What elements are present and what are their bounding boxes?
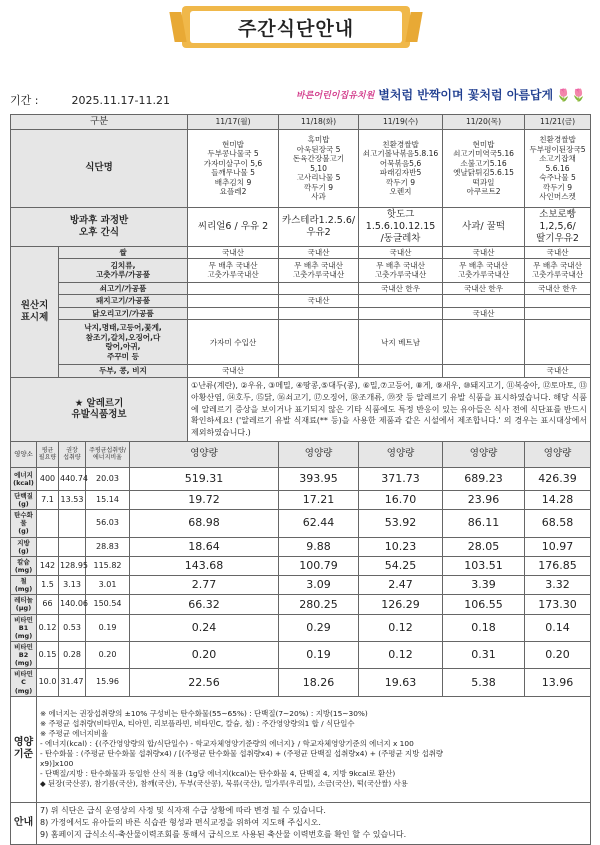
header-day: 11/17(월) — [188, 115, 279, 130]
snack-cell: 카스테라1.2.5.6/ 우유2 — [279, 207, 359, 246]
origin-cell: 국내산 한우 — [443, 282, 525, 294]
nutrient-value: 0.12 — [359, 641, 443, 668]
origin-cell: 낙지 베트남 — [359, 320, 443, 365]
standard-line: ※ 주평균 섭취량(비타민A, 티아민, 리보플라빈, 비타민C, 칼슘, 철) : 주간영양량의1 합 / 식단일수 — [40, 719, 355, 729]
nutrient-value: 10.23 — [359, 537, 443, 556]
origin-label: 원산지 표시제 — [11, 246, 59, 377]
nutrition-row — [11, 537, 591, 556]
nutrition-header: 권장 섭취량 — [59, 441, 86, 467]
nutrient-value: 0.18 — [443, 614, 525, 641]
nutrient-value: 68.58 — [525, 510, 591, 537]
nutrient-avg: 1.5 — [37, 576, 59, 595]
origin-row — [11, 258, 591, 282]
origin-cell: 무 배추 국내산 고춧가루국내산 — [279, 258, 359, 282]
nutrition-header: 영양량 — [359, 441, 443, 467]
menu-cell: 흑미밥 아욱된장국 5 돈육간장불고기 5,10 고사리나물 5 깍두기 9 사과 — [279, 129, 359, 207]
origin-cell — [188, 307, 279, 319]
nutrient-value: 0.12 — [359, 614, 443, 641]
nutrient-rec — [59, 510, 86, 537]
nutrient-value: 54.25 — [359, 556, 443, 575]
nutrient-avg: 0.15 — [37, 641, 59, 668]
nutrition-row — [11, 641, 591, 668]
nutrition-row — [11, 669, 591, 696]
nutrient-value: 9.88 — [279, 537, 359, 556]
nutrient-rec: 31.47 — [59, 669, 86, 696]
origin-cell — [359, 365, 443, 377]
standard-line: - 탄수화물 : (주평균 탄수화물 섭취량x4) / [(주평균 탄수화물 섭취량x4) + (주평균 단백질 섭취량x4) + (주평균 지방 섭취량 — [40, 749, 443, 759]
origin-cell: 국내산 — [443, 246, 525, 258]
origin-cell: 가자미 수입산 — [188, 320, 279, 365]
origin-item-label: 두부, 콩, 비지 — [59, 365, 188, 377]
menu-label: 식단명 — [11, 129, 188, 207]
nutrient-rec — [59, 537, 86, 556]
menu-cell: 친환경쌀밥 쇠고기볼낙볶음5.8.16 어묵볶음5,6 파래김자반5 깍두기 9 오렌지 — [359, 129, 443, 207]
nutrient-value: 103.51 — [443, 556, 525, 575]
snack-row — [11, 207, 591, 246]
nutrient-value: 16.70 — [359, 490, 443, 509]
nutrient-value: 0.20 — [130, 641, 279, 668]
nutrient-value: 62.44 — [279, 510, 359, 537]
nutrition-header: 영양량 — [130, 441, 279, 467]
nutrient-name: 철(mg) — [11, 576, 37, 595]
origin-item-label: 김치류, 고춧가루/가공품 — [59, 258, 188, 282]
nutrition-row — [11, 614, 591, 641]
nutrient-week: 56.03 — [86, 510, 130, 537]
nutrient-rec: 0.28 — [59, 641, 86, 668]
standard-line: ※ 에너지는 권장섭취량의 ±10% 구성비는 탄수화물(55~65%) : 단백질(7~20%) : 지방(15~30%) — [40, 709, 368, 719]
origin-cell: 국내산 — [188, 365, 279, 377]
guide-line: 9) 홈페이지 급식소식-축산물이력조회를 통해서 급식으로 사용된 축산물 이력번호를 확인 할 수 있습니다. — [40, 830, 407, 840]
nutrition-header: 영양량 — [525, 441, 591, 467]
origin-item-label: 쌀 — [59, 246, 188, 258]
origin-row — [11, 365, 591, 377]
nutrition-header: 평균 필요량 — [37, 441, 59, 467]
origin-cell: 국내산 — [279, 246, 359, 258]
nutrient-rec: 128.95 — [59, 556, 86, 575]
origin-item-label: 쇠고기/가공품 — [59, 282, 188, 294]
origin-cell: 국내산 — [359, 246, 443, 258]
origin-cell: 국내산 한우 — [525, 282, 591, 294]
nutrient-value: 3.32 — [525, 576, 591, 595]
origin-row — [11, 246, 591, 258]
allergy-text: ①난류(계란), ②우유, ③메밀, ④땅콩,⑤대두(콩), ⑥밀,⑦고등어, ⑧게, ⑨새우, ⑩돼지고기, ⑪복숭아, ⑫토마토, ⑬아황산염, ⑭호두, ⑮닭, ⑯쇠고기, ⑰오징어, ⑱조개류, ⑲잣 등 알레르기 유발 식품을 표시하였습니다. 해당 식품에 알레르기 증상을 보이거나 표기되지 않은 기타 식품에도 특정 반응이 있는 유아들은 식사 전에 식단표를 반드시 확인하세요! ('알레르기 유발 식재료(** 등)을 사용한 제품과 같은 시설에서 제조합니다.' 의 경우는 표시대상에서 제외하였습니다.) — [188, 377, 591, 441]
nutrient-rec: 3.13 — [59, 576, 86, 595]
origin-cell — [359, 307, 443, 319]
origin-cell — [525, 307, 591, 319]
nutrient-value: 0.14 — [525, 614, 591, 641]
origin-cell: 무 배추 국내산 고춧가루국내산 — [443, 258, 525, 282]
nutrient-week: 15.96 — [86, 669, 130, 696]
brand — [296, 86, 586, 103]
header-day: 11/21(금) — [525, 115, 591, 130]
page-title: 주간식단안내 — [190, 11, 402, 43]
nutrient-week: 15.14 — [86, 490, 130, 509]
nutrient-week: 0.20 — [86, 641, 130, 668]
nutrient-value: 371.73 — [359, 467, 443, 490]
origin-cell — [279, 282, 359, 294]
header-day: 11/19(수) — [359, 115, 443, 130]
origin-cell — [443, 320, 525, 365]
origin-item-label: 닭오리고기/가공품 — [59, 307, 188, 319]
origin-item-label: 낙지,명태,고등어,꽃게, 참조기,갈치,오징어,다 랑어,아귀, 주꾸미 등 — [59, 320, 188, 365]
nutrient-value: 519.31 — [130, 467, 279, 490]
nutrient-value: 22.56 — [130, 669, 279, 696]
menu-cell: 친환경쌀밥 두부평이된장국5 소고기잡채 5.6.16 숙주나물 5 깍두기 9 사인머스켓 — [525, 129, 591, 207]
nutrient-name: 지방(g) — [11, 537, 37, 556]
origin-cell: 국내산 — [188, 246, 279, 258]
period — [10, 92, 170, 108]
title-banner — [182, 6, 410, 48]
nutrient-value: 66.32 — [130, 595, 279, 614]
nutrient-week: 3.01 — [86, 576, 130, 595]
nutrient-value: 176.85 — [525, 556, 591, 575]
nutrient-value: 100.79 — [279, 556, 359, 575]
origin-row — [11, 307, 591, 319]
nutrient-value: 28.05 — [443, 537, 525, 556]
allergy-label: ★ 알레르기 유발식품정보 — [11, 377, 188, 441]
nutrient-value: 2.47 — [359, 576, 443, 595]
standard-label: 영양 기준 — [11, 696, 37, 802]
origin-cell — [443, 365, 525, 377]
nutrient-value: 13.96 — [525, 669, 591, 696]
origin-cell: 국내산 — [525, 365, 591, 377]
origin-cell: 국내산 — [279, 295, 359, 307]
standard-line: - 에너지(kcal) : {(주간영양량의 합/식단일수) - 학교자체영양기준량의 에너지} / 학교자체영양기준의 에너지 x 100 — [40, 739, 414, 749]
nutrient-value: 0.19 — [279, 641, 359, 668]
origin-cell: 국내산 — [525, 246, 591, 258]
nutrient-value: 19.72 — [130, 490, 279, 509]
nutrition-row — [11, 595, 591, 614]
nutrient-week: 20.03 — [86, 467, 130, 490]
origin-cell: 무 배추 국내산 고춧가루국내산 — [359, 258, 443, 282]
nutrient-avg: 142 — [37, 556, 59, 575]
nutrient-name: 단백질(g) — [11, 490, 37, 509]
period-value: 2025.11.17-11.21 — [71, 94, 170, 107]
nutrient-value: 14.28 — [525, 490, 591, 509]
nutrient-rec: 0.53 — [59, 614, 86, 641]
nutrient-value: 3.09 — [279, 576, 359, 595]
origin-cell — [279, 320, 359, 365]
guide-line: 8) 가정에서도 유아들의 바른 식습관 형성과 편식교정을 위하여 지도해 주십시오. — [40, 818, 321, 828]
nutrient-week: 0.19 — [86, 614, 130, 641]
nutrition-header: 주평균섭취량/ 에너지비율 — [86, 441, 130, 467]
nutrient-name: 비타민C (mg) — [11, 669, 37, 696]
origin-cell: 무 배추 국내산 고춧가루국내산 — [525, 258, 591, 282]
nutrient-value: 426.39 — [525, 467, 591, 490]
nutrient-name: 비타민B1 (mg) — [11, 614, 37, 641]
origin-cell — [279, 365, 359, 377]
nutrient-value: 18.64 — [130, 537, 279, 556]
origin-row — [11, 282, 591, 294]
origin-item-label: 돼지고기/가공품 — [59, 295, 188, 307]
nutrient-value: 86.11 — [443, 510, 525, 537]
origin-cell — [525, 320, 591, 365]
guide-label: 안내 — [11, 802, 37, 844]
nutrient-week: 150.54 — [86, 595, 130, 614]
origin-cell: 국내산 한우 — [359, 282, 443, 294]
standard-line: ◆ 된장(국산콩), 참기름(국산), 참깨(국산), 두부(국산콩), 묵류(국산), 밀가루(우리밀), 소금(국산), 떡(국산쌀) 사용 — [40, 779, 408, 789]
nutrition-header: 영양량 — [279, 441, 359, 467]
nutrition-row — [11, 490, 591, 509]
nutrient-value: 23.96 — [443, 490, 525, 509]
nutrient-avg: 7.1 — [37, 490, 59, 509]
snack-cell: 핫도그1.5.6.10.12.15 /동글레차 — [359, 207, 443, 246]
nutrient-value: 19.63 — [359, 669, 443, 696]
origin-cell — [188, 282, 279, 294]
snack-cell: 소보로빵1,2,5,6/ 딸기우유2 — [525, 207, 591, 246]
nutrition-header-row — [11, 441, 591, 467]
nutrition-row — [11, 510, 591, 537]
origin-cell — [525, 295, 591, 307]
nutrient-rec: 140.06 — [59, 595, 86, 614]
nutrient-name: 비타민B2 (mg) — [11, 641, 37, 668]
nutrient-avg: 10.0 — [37, 669, 59, 696]
header-row — [11, 115, 591, 130]
nutrient-name: 레티놀(μg) — [11, 595, 37, 614]
header-category: 구분 — [11, 115, 188, 130]
nutrient-value: 0.24 — [130, 614, 279, 641]
nutrient-name: 탄수화물 (g) — [11, 510, 37, 537]
menu-row — [11, 129, 591, 207]
guide-text — [37, 802, 591, 844]
nutrient-value: 5.38 — [443, 669, 525, 696]
nutrient-value: 0.31 — [443, 641, 525, 668]
nutrient-value: 143.68 — [130, 556, 279, 575]
nutrient-name: 에너지 (kcal) — [11, 467, 37, 490]
brand-slogan: 별처럼 반짝이며 꽃처럼 아름답게 — [378, 88, 554, 102]
allergy-row — [11, 377, 591, 441]
snack-cell: 씨리얼6 / 우유 2 — [188, 207, 279, 246]
nutrient-name: 칼슘(mg) — [11, 556, 37, 575]
snack-cell: 사과/ 꿀떡 — [443, 207, 525, 246]
nutrient-rec: 13.53 — [59, 490, 86, 509]
nutrient-week: 115.82 — [86, 556, 130, 575]
nutrition-row — [11, 556, 591, 575]
origin-cell — [359, 295, 443, 307]
header-day: 11/20(목) — [443, 115, 525, 130]
header-day: 11/18(화) — [279, 115, 359, 130]
nutrient-avg: 400 — [37, 467, 59, 490]
origin-cell — [443, 295, 525, 307]
nutrition-header: 영양량 — [443, 441, 525, 467]
nutrient-value: 2.77 — [130, 576, 279, 595]
nutrient-value: 173.30 — [525, 595, 591, 614]
nutrient-value: 106.55 — [443, 595, 525, 614]
snack-label: 방과후 과정반 오후 간식 — [11, 207, 188, 246]
guide-line: 7) 위 식단은 급식 운영상의 사정 및 식자재 수급 상황에 따라 변경 될 수 있습니다. — [40, 806, 326, 816]
nutrition-row — [11, 576, 591, 595]
nutrient-avg: 66 — [37, 595, 59, 614]
nutrient-value: 0.20 — [525, 641, 591, 668]
nutrient-avg — [37, 537, 59, 556]
standard-row — [11, 696, 591, 802]
origin-cell — [279, 307, 359, 319]
nutrient-avg: 0.12 — [37, 614, 59, 641]
nutrient-value: 10.97 — [525, 537, 591, 556]
nutrient-avg — [37, 510, 59, 537]
brand-logo: 바른어린이집유치원 — [296, 91, 375, 101]
period-label: 기간 : — [10, 94, 39, 107]
standard-line: ※ 주평균 에너지비율 — [40, 729, 109, 739]
nutrition-row — [11, 467, 591, 490]
nutrition-header: 영양소 — [11, 441, 37, 467]
origin-cell: 무 배추 국내산 고춧가루국내산 — [188, 258, 279, 282]
nutrient-value: 280.25 — [279, 595, 359, 614]
nutrient-value: 689.23 — [443, 467, 525, 490]
nutrient-value: 68.98 — [130, 510, 279, 537]
nutrient-value: 18.26 — [279, 669, 359, 696]
standard-text — [37, 696, 591, 802]
standard-line: - 단백질/지방 : 탄수화물과 동일한 산식 적용 (1g당 에너지(kcal)는 탄수화물 4, 단백질 4, 지방 9kcal로 환산) — [40, 769, 396, 779]
nutrient-value: 3.39 — [443, 576, 525, 595]
nutrient-rec: 440.74 — [59, 467, 86, 490]
menu-cell: 현미밥 두부콩나물국 5 가자미살구이 5,6 들깨무나물 5 배추김치 9 요플레2 — [188, 129, 279, 207]
guide-row — [11, 802, 591, 844]
nutrient-week: 28.83 — [86, 537, 130, 556]
nutrient-value: 0.29 — [279, 614, 359, 641]
meal-table — [10, 114, 591, 845]
origin-cell: 국내산 — [443, 307, 525, 319]
origin-row — [11, 320, 591, 365]
nutrient-value: 17.21 — [279, 490, 359, 509]
menu-cell: 현미밥 쇠고기미역국5.16 소불고기5.16 옛날닭튀김5.6.15 떡과일 아쿠르트2 — [443, 129, 525, 207]
nutrient-value: 53.92 — [359, 510, 443, 537]
nutrient-value: 126.29 — [359, 595, 443, 614]
nutrient-value: 393.95 — [279, 467, 359, 490]
origin-row — [11, 295, 591, 307]
standard-line: x9)]x100 — [40, 759, 74, 769]
origin-cell — [188, 295, 279, 307]
flower-icon: 🌷🌷 — [556, 87, 586, 102]
